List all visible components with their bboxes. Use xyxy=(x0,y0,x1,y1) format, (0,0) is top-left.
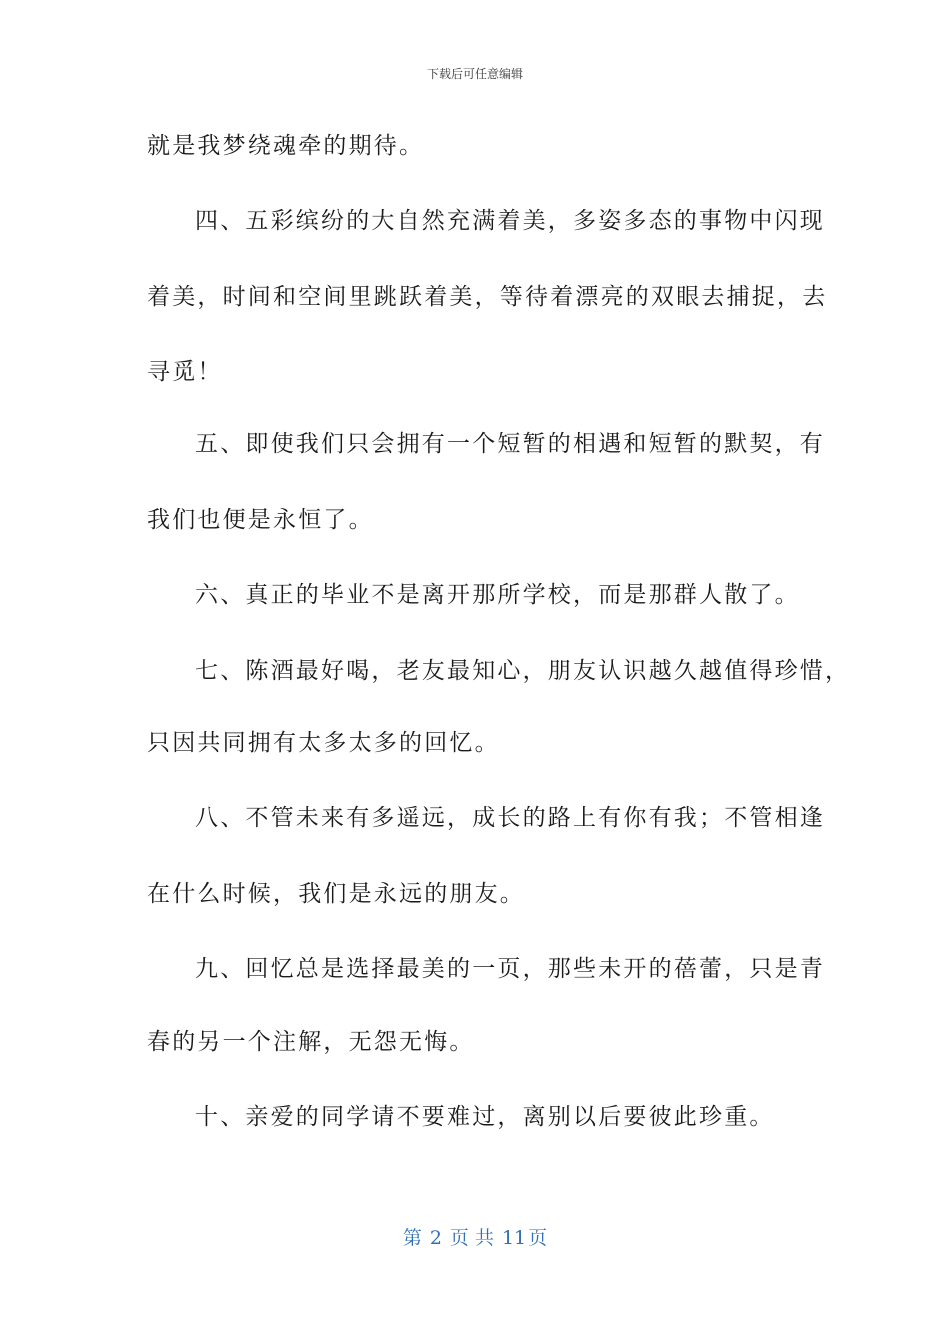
text-line: 五、即使我们只会拥有一个短暂的相遇和短暂的默契，有 xyxy=(195,431,825,457)
page-header: 下载后可任意编辑 xyxy=(426,67,523,81)
text-line: 七、陈酒最好喝，老友最知心，朋友认识越久越值得珍惜， xyxy=(195,658,851,684)
text-line: 春的另一个注解，无怨无悔。 xyxy=(147,1029,475,1055)
footer-page-number: 2 xyxy=(429,1227,442,1249)
text-line: 只因共同拥有太多太多的回忆。 xyxy=(147,730,500,756)
page-footer xyxy=(0,1225,950,1251)
footer-prefix: 第 xyxy=(402,1227,422,1249)
text-line: 八、不管未来有多遥远，成长的路上有你有我；不管相逢 xyxy=(195,805,825,831)
footer-suffix: 页 xyxy=(528,1227,548,1249)
text-line: 十、亲爱的同学请不要难过，离别以后要彼此珍重。 xyxy=(195,1104,775,1130)
footer-total-pages: 11 xyxy=(501,1227,527,1249)
text-line: 寻觅！ xyxy=(147,359,223,385)
text-line: 四、五彩缤纷的大自然充满着美，多姿多态的事物中闪现 xyxy=(195,208,825,234)
text-line: 就是我梦绕魂牵的期待。 xyxy=(147,133,425,159)
footer-middle: 页 共 xyxy=(449,1227,494,1249)
text-line: 六、真正的毕业不是离开那所学校，而是那群人散了。 xyxy=(195,582,800,608)
text-line: 着美，时间和空间里跳跃着美，等待着漂亮的双眼去捕捉，去 xyxy=(147,284,828,310)
text-line: 九、回忆总是选择最美的一页，那些未开的蓓蕾，只是青 xyxy=(195,956,825,982)
text-line: 在什么时候，我们是永远的朋友。 xyxy=(147,881,525,907)
text-line: 我们也便是永恒了。 xyxy=(147,507,374,533)
